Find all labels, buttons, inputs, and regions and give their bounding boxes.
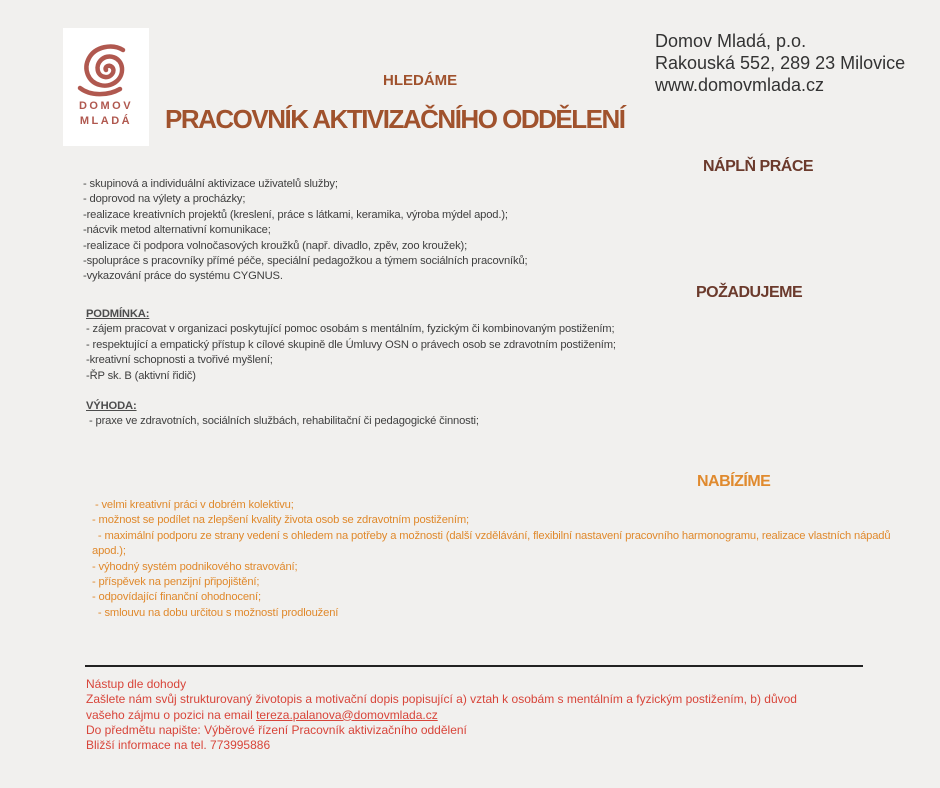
list-item: - možnost se podílet na zlepšení kvality života osob se zdravotním postižením;	[92, 514, 469, 527]
condition-label: PODMÍNKA:	[86, 308, 150, 320]
list-item: - příspěvek na penzijní připojištění;	[92, 576, 260, 589]
organization-website[interactable]: www.domovmlada.cz	[655, 75, 825, 95]
list-item: -spolupráce s pracovníky přímé péče, speciální pedagožkou a týmem sociálních pracovníků;	[83, 255, 528, 268]
offer-list	[92, 498, 892, 621]
list-item: - smlouvu na dobu určitou s možností prodloužení	[92, 606, 339, 619]
logo-text-line2: MLADÁ	[79, 115, 133, 127]
list-item: - výhodný systém podnikového stravování;	[92, 560, 298, 573]
requirements-list	[86, 307, 616, 430]
list-item: - respektující a empatický přístup k cílové skupině dle Úmluvy OSN o právech osob se zdravotním postižením;	[86, 338, 616, 351]
list-item: - maximální podporu ze strany vedení s ohledem na potřeby a možnosti (další vzdělávání, flexibilní nastavení pracovního harmonogramu, realizace vlastních nápadů apod.);	[92, 529, 894, 558]
list-item: -vykazování práce do systému CYGNUS.	[83, 270, 283, 283]
list-item: -nácvik metod alternativní komunikace;	[83, 224, 271, 237]
list-item: -realizace či podpora volnočasových kroužků (např. divadlo, zpěv, zoo kroužek);	[83, 239, 468, 252]
send-instructions-text: vašeho zájmu o pozici na email	[86, 707, 257, 722]
list-item: - zájem pracovat v organizaci poskytující pomoc osobám s mentálním, fyzickým či kombinovaným postižením;	[86, 323, 615, 336]
kicker-heading: HLEDÁME	[383, 72, 458, 89]
job-title: PRACOVNÍK AKTIVIZAČNÍHO ODDĚLENÍ	[165, 104, 625, 134]
advantage-label: VÝHODA:	[86, 400, 137, 413]
duties-heading: NÁPLŇ PRÁCE	[703, 158, 814, 175]
list-item: -kreativní schopnosti a tvořivé myšlení;	[86, 354, 273, 367]
offer-heading: NABÍZÍME	[697, 473, 771, 490]
duties-list	[83, 177, 527, 285]
contact-block	[655, 30, 905, 96]
subject-text: Do předmětu napište: Výběrové řízení Pracovník aktivizačního oddělení	[86, 722, 467, 737]
organization-name: Domov Mladá, p.o.	[655, 31, 807, 51]
divider	[85, 665, 863, 667]
list-item: - doprovod na výlety a procházky;	[83, 193, 246, 206]
logo-text-line1: DOMOV	[78, 100, 134, 112]
list-item: - velmi kreativní práci v dobrém kolektivu;	[92, 499, 294, 511]
list-item: -realizace kreativních projektů (kreslení, práce s látkami, keramika, výroba mýdel apod.);	[83, 208, 508, 221]
organization-logo	[63, 28, 149, 146]
application-info	[86, 677, 876, 753]
organization-address: Rakouská 552, 289 23 Milovice	[655, 53, 906, 73]
phone-info: Bližší informace na tel. 773995886	[86, 738, 271, 753]
email-link[interactable]: tereza.palanova@domovmlada.cz	[256, 707, 438, 722]
spiral-logo-icon	[74, 40, 138, 98]
send-instructions-cont	[86, 708, 876, 723]
list-item: - skupinová a individuální aktivizace uživatelů služby;	[83, 178, 338, 190]
list-item: - odpovídající finanční ohodnocení;	[92, 591, 261, 604]
send-instructions: Zašlete nám svůj strukturovaný životopis a motivační dopis popisující a) vztah k osobám s mentálním a fyzickým postižením, b) důvod	[86, 692, 797, 707]
list-item: -ŘP sk. B (aktivní řidič)	[86, 369, 196, 382]
requirements-heading: POŽADUJEME	[696, 284, 803, 301]
list-item: - praxe ve zdravotních, sociálních službách, rehabilitační či pedagogické činnosti;	[86, 415, 479, 428]
start-date-text: Nástup dle dohody	[86, 677, 187, 691]
